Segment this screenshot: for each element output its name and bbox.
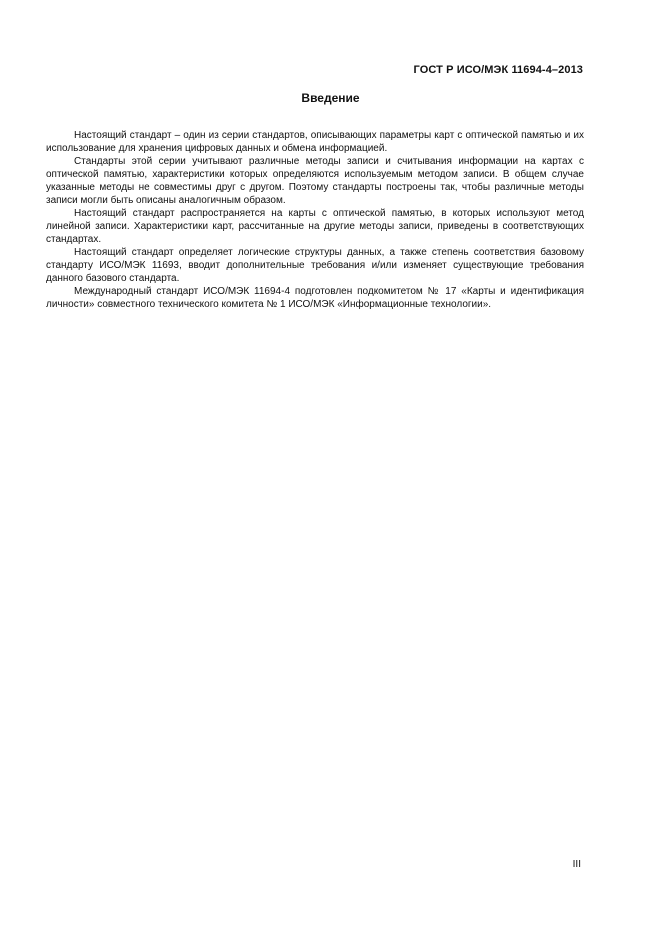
paragraph-5: Международный стандарт ИСО/МЭК 11694-4 подготовлен подкомитетом № 17 «Карты и идентификация личности» совместного технического комитета № 1 ИСО/МЭК «Информационные технологии». xyxy=(46,286,584,310)
paragraph-3: Настоящий стандарт распространяется на карты с оптической памятью, в которых используют метод линейной записи. Характеристики карт, рассчитанные на другие методы записи, приведены в соответствующих стандартах. xyxy=(46,208,584,245)
section-title: Введение xyxy=(301,91,360,105)
paragraph-4: Настоящий стандарт определяет логические структуры данных, а также степень соответствия базовому стандарту ИСО/МЭК 11693, вводит дополнительные требования и/или изменяет существующие требования данного базового стандарта. xyxy=(46,247,584,284)
body-text xyxy=(46,129,584,311)
page-number: III xyxy=(572,859,581,870)
paragraph-1: Настоящий стандарт – один из серии стандартов, описывающих параметры карт с оптической памятью и их использование для хранения цифровых данных и обмена информацией. xyxy=(46,130,584,154)
document-code: ГОСТ Р ИСО/МЭК 11694-4–2013 xyxy=(413,64,583,76)
paragraph-2: Стандарты этой серии учитывают различные методы записи и считывания информации на картах с оптической памятью, характеристики которых определяются используемым методом записи. В общем случае указанные методы не совместимы друг с другом. Поэтому стандарты построены так, чтобы различные методы записи могли быть описаны аналогичным образом. xyxy=(46,156,584,206)
